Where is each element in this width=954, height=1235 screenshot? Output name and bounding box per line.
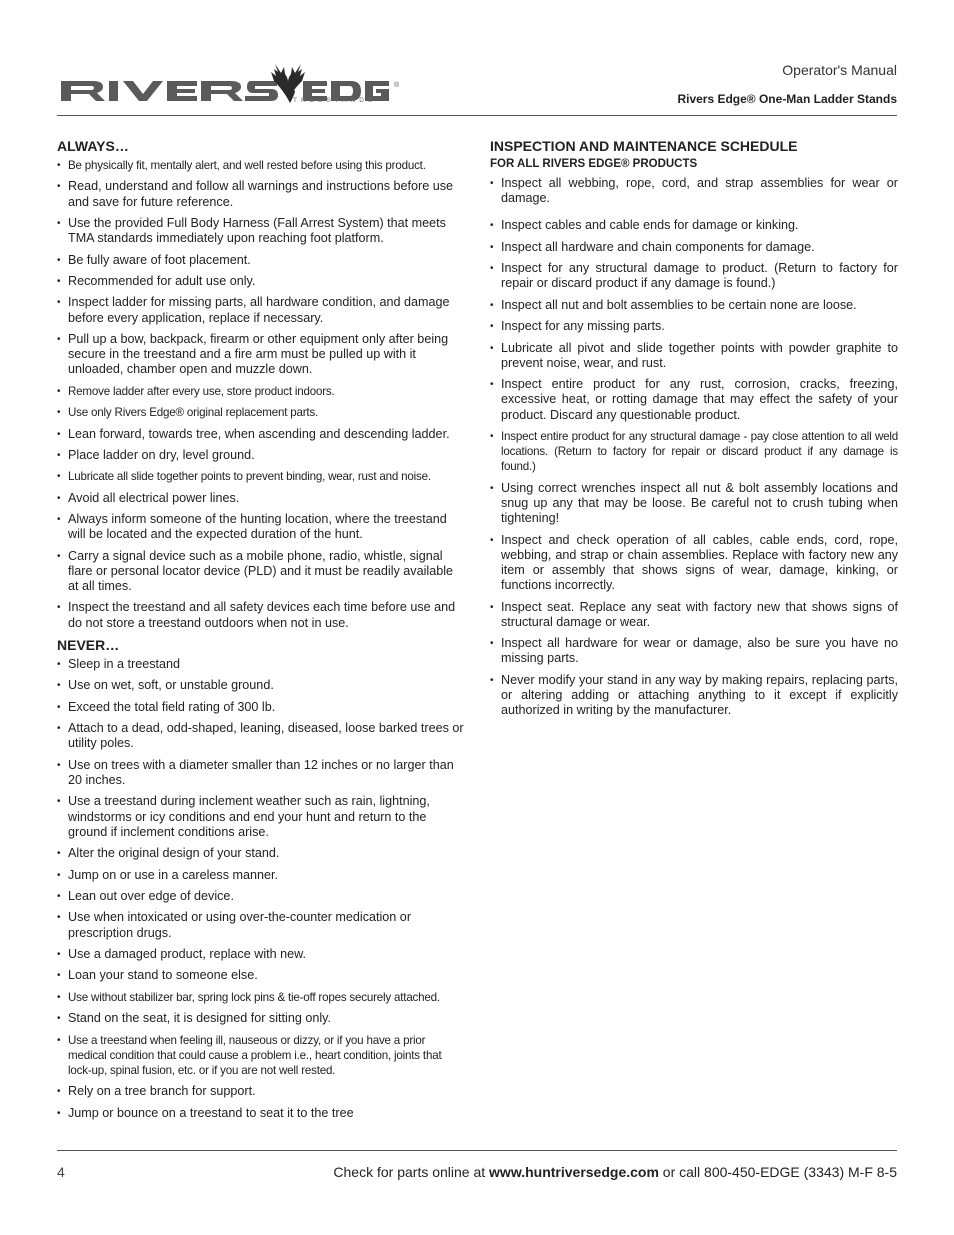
list-item: • Inspect for any missing parts.: [490, 319, 898, 334]
never-heading: NEVER…: [57, 637, 120, 654]
list-item: • Place ladder on dry, level ground.: [57, 448, 465, 463]
inspection-subheading: FOR ALL RIVERS EDGE® PRODUCTS: [490, 158, 698, 170]
list-item: • Inspect cables and cable ends for damage or kinking.: [490, 218, 898, 233]
rivers-edge-logo: [57, 62, 409, 104]
footer-divider: [57, 1150, 897, 1151]
list-item: • Inspect seat. Replace any seat with factory new that shows signs of structural damage or wear.: [490, 600, 898, 630]
list-item: • Inspect all hardware and chain components for damage.: [490, 240, 898, 255]
list-item: • Use without stabilizer bar, spring lock pins & tie-off ropes securely attached.: [57, 990, 465, 1005]
inspection-list: [490, 176, 898, 718]
list-item: • Use only Rivers Edge® original replacement parts.: [57, 405, 465, 420]
page-header: [0, 0, 954, 118]
list-item: • Lubricate all slide together points to prevent binding, wear, rust and noise.: [57, 469, 465, 484]
list-item: • Be fully aware of foot placement.: [57, 253, 465, 268]
list-item: • Use on trees with a diameter smaller than 12 inches or no larger than 20 inches.: [57, 758, 465, 788]
header-divider: [57, 115, 897, 116]
list-item: • Lean out over edge of device.: [57, 889, 465, 904]
footer-text-before: Check for parts online at: [333, 1164, 490, 1180]
right-column: [490, 138, 898, 725]
list-item: • Be physically fit, mentally alert, and well rested before using this product.: [57, 158, 465, 173]
list-item: • Inspect and check operation of all cables, cable ends, cord, rope, webbing, and strap or chain assemblies. Replace with factory new any item or assembly that shows signs of wear, damage, kinking, or functions incorrectly.: [490, 533, 898, 594]
page-number: 4: [57, 1164, 65, 1180]
list-item: • Use the provided Full Body Harness (Fall Arrest System) that meets TMA standards immediately upon reaching foot platform.: [57, 216, 465, 246]
list-item: • Jump on or use in a careless manner.: [57, 868, 465, 883]
list-item: • Exceed the total field rating of 300 lb.: [57, 700, 465, 715]
list-item: • Inspect entire product for any structural damage - pay close attention to all weld locations. (Return to factory for repair or discard product if any damage is found.): [490, 429, 898, 475]
svg-text:®: ®: [394, 82, 400, 89]
list-item: • Use a damaged product, replace with new.: [57, 947, 465, 962]
list-item: • Alter the original design of your stand.: [57, 846, 465, 861]
list-item: • Remove ladder after every use, store product indoors.: [57, 384, 465, 399]
list-item: • Avoid all electrical power lines.: [57, 491, 465, 506]
always-list: [57, 158, 465, 631]
list-item: • Use on wet, soft, or unstable ground.: [57, 678, 465, 693]
list-item: • Inspect ladder for missing parts, all hardware condition, and damage before every application, replace if necessary.: [57, 295, 465, 325]
list-item: • Use a treestand when feeling ill, nauseous or dizzy, or if you have a prior medical condition that could cause a problem i.e., heart condition, joints that lock-up, spinal fusion, etc. or if you are not well rested.: [57, 1033, 465, 1079]
list-item: • Attach to a dead, odd-shaped, leaning, diseased, loose barked trees or utility poles.: [57, 721, 465, 751]
website-link[interactable]: www.huntriversedge.com: [489, 1164, 659, 1180]
manual-label: Operator's Manual: [782, 62, 897, 78]
inspection-heading: INSPECTION AND MAINTENANCE SCHEDULE: [490, 138, 798, 154]
svg-text:TREESTANDS: TREESTANDS: [293, 97, 377, 104]
list-item: • Use when intoxicated or using over-the-counter medication or prescription drugs.: [57, 910, 465, 940]
list-item: • Read, understand and follow all warnings and instructions before use and save for future reference.: [57, 179, 465, 209]
list-item: • Recommended for adult use only.: [57, 274, 465, 289]
list-item: • Stand on the seat, it is designed for sitting only.: [57, 1011, 465, 1026]
left-column: [57, 138, 465, 1127]
list-item: • Inspect entire product for any rust, corrosion, cracks, freezing, excessive heat, or rotting damage that may effect the safety of your product. Discard any questionable product.: [490, 377, 898, 423]
list-item: • Jump or bounce on a treestand to seat it to the tree: [57, 1106, 465, 1121]
always-heading: ALWAYS…: [57, 138, 129, 154]
list-item: • Never modify your stand in any way by making repairs, replacing parts, or altering adding or attaching anything to it except if explicitly authorized in writing by the manufacturer.: [490, 673, 898, 719]
list-item: • Inspect all nut and bolt assemblies to be certain none are loose.: [490, 298, 898, 313]
list-item: • Carry a signal device such as a mobile phone, radio, whistle, signal flare or personal locator device (PLD) and it must be readily available at all times.: [57, 549, 465, 595]
list-item: • Always inform someone of the hunting location, where the treestand will be located and the expected duration of the hunt.: [57, 512, 465, 542]
list-item: • Rely on a tree branch for support.: [57, 1084, 465, 1099]
list-item: • Lubricate all pivot and slide together points with powder graphite to prevent noise, wear, and rust.: [490, 341, 898, 371]
list-item: • Pull up a bow, backpack, firearm or other equipment only after being secure in the treestand and a fire arm must be pulled up with it unloaded, chamber open and muzzle down.: [57, 332, 465, 378]
list-item: • Using correct wrenches inspect all nut & bolt assembly locations and snug up any that may be loose. Be careful not to crush tubing when tightening!: [490, 481, 898, 527]
list-item: • Sleep in a treestand: [57, 657, 465, 672]
footer-text-after: or call 800-450-EDGE (3343) M-F 8-5: [658, 1164, 897, 1180]
list-item: • Loan your stand to someone else.: [57, 968, 465, 983]
list-item: • Inspect for any structural damage to product. (Return to factory for repair or discard product if any damage is found.): [490, 261, 898, 291]
list-item: • Use a treestand during inclement weather such as rain, lightning, windstorms or icy conditions and end your hunt and return to the ground if inclement conditions arise.: [57, 794, 465, 840]
footer-contact: [333, 1164, 897, 1180]
product-label: Rivers Edge® One-Man Ladder Stands: [677, 92, 897, 106]
never-list: [57, 657, 465, 1121]
list-item: • Lean forward, towards tree, when ascending and descending ladder.: [57, 427, 465, 442]
list-item: • Inspect the treestand and all safety devices each time before use and do not store a treestand outdoors when not in use.: [57, 600, 465, 630]
list-item: • Inspect all webbing, rope, cord, and strap assemblies for wear or damage.: [490, 176, 898, 206]
list-item: • Inspect all hardware for wear or damage, also be sure you have no missing parts.: [490, 636, 898, 666]
